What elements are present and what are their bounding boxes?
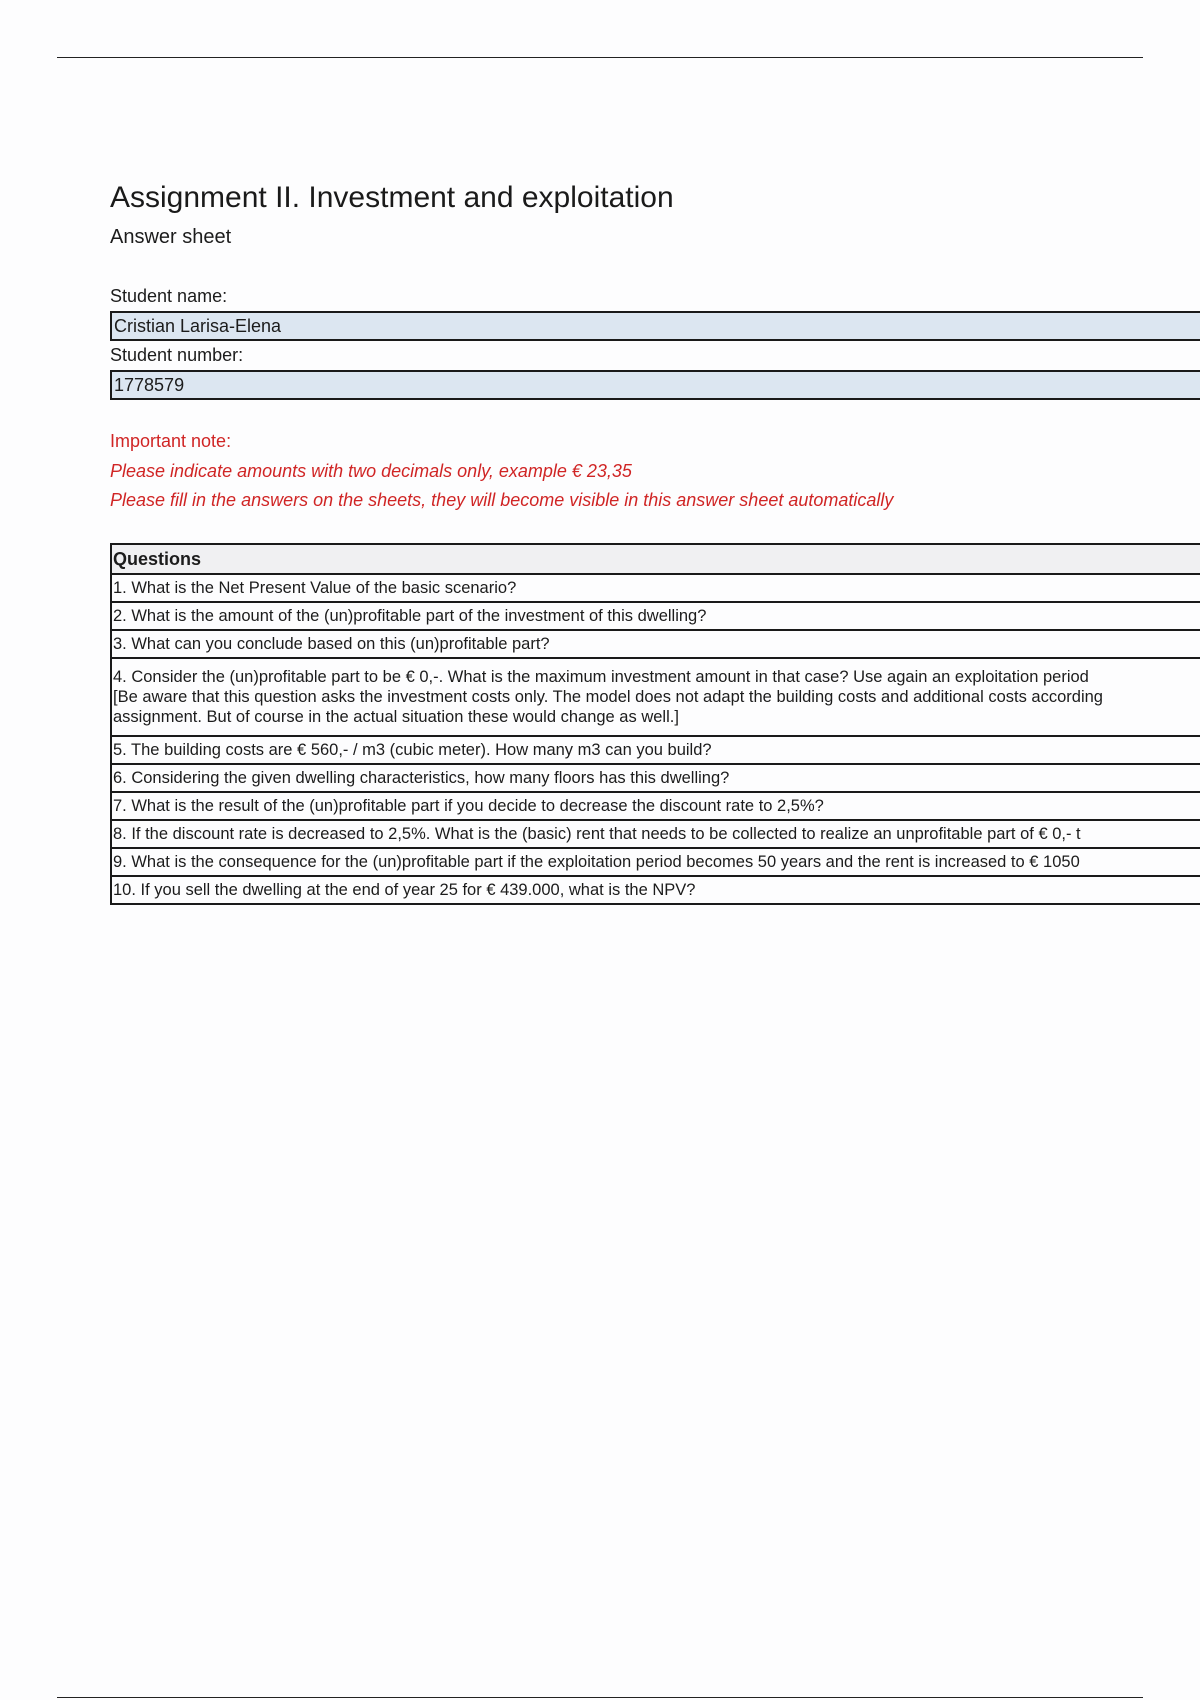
question-row[interactable]: 5. The building costs are € 560,- / m3 (cubic meter). How many m3 can you build? bbox=[112, 737, 1200, 765]
student-number-field[interactable]: 1778579 bbox=[110, 370, 1200, 400]
student-name-label: Student name: bbox=[110, 286, 228, 306]
question-row[interactable]: 2. What is the amount of the (un)profitable part of the investment of this dwelling? bbox=[112, 603, 1200, 631]
question-row[interactable]: 9. What is the consequence for the (un)profitable part if the exploitation period becomes 50 years and the rent is increased to € 1050 bbox=[112, 849, 1200, 877]
question-line: [Be aware that this question asks the investment costs only. The model does not adapt the building costs and additional costs according bbox=[113, 688, 1103, 706]
question-line: assignment. But of course in the actual situation these would change as well.] bbox=[113, 708, 679, 726]
header-rule bbox=[57, 57, 1143, 58]
student-name-field[interactable]: Cristian Larisa-Elena bbox=[110, 311, 1200, 341]
question-row[interactable]: 10. If you sell the dwelling at the end of year 25 for € 439.000, what is the NPV? bbox=[112, 877, 1200, 905]
question-row[interactable]: 6. Considering the given dwelling characteristics, how many floors has this dwelling? bbox=[112, 765, 1200, 793]
important-note-heading: Important note: bbox=[110, 431, 232, 451]
question-row[interactable]: 1. What is the Net Present Value of the basic scenario? bbox=[112, 575, 1200, 603]
document-title: Assignment II. Investment and exploitation bbox=[110, 181, 674, 214]
question-row[interactable]: 7. What is the result of the (un)profitable part if you decide to decrease the discount rate to 2,5%? bbox=[112, 793, 1200, 821]
document-subtitle: Answer sheet bbox=[110, 226, 232, 248]
important-note-line: Please indicate amounts with two decimals only, example € 23,35 bbox=[110, 461, 632, 481]
important-note-line: Please fill in the answers on the sheets, they will become visible in this answer sheet automatically bbox=[110, 490, 894, 510]
question-row[interactable]: 8. If the discount rate is decreased to 2,5%. What is the (basic) rent that needs to be collected to realize an unprofitable part of € 0,- t bbox=[112, 821, 1200, 849]
questions-table bbox=[110, 543, 1200, 905]
footer-rule bbox=[57, 1697, 1143, 1698]
question-row[interactable] bbox=[112, 659, 1200, 737]
question-row[interactable]: 3. What can you conclude based on this (un)profitable part? bbox=[112, 631, 1200, 659]
question-line: 4. Consider the (un)profitable part to be € 0,-. What is the maximum investment amount in that case? Use again an exploitation period bbox=[113, 668, 1089, 686]
questions-header: Questions bbox=[112, 545, 1200, 575]
student-number-label: Student number: bbox=[110, 345, 244, 365]
